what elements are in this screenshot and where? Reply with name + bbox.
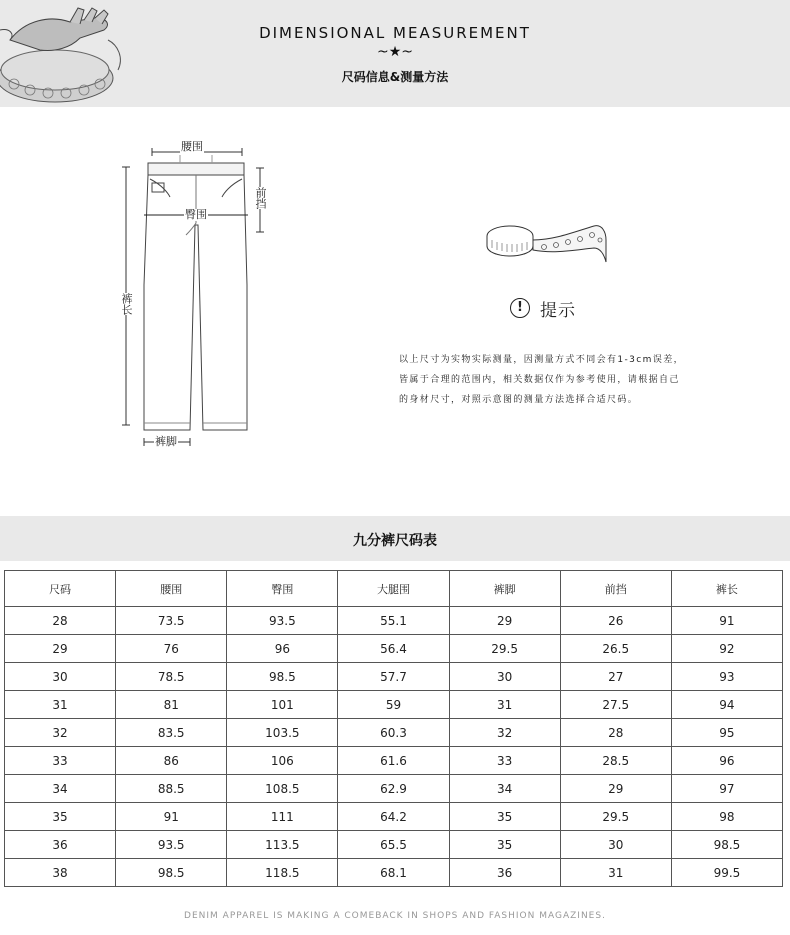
table-cell: 26.5 — [560, 635, 671, 663]
col-header-rise: 前挡 — [560, 571, 671, 607]
title-ornament: ~★~ — [376, 44, 413, 60]
table-cell: 73.5 — [116, 607, 227, 635]
size-table-title-bar — [0, 516, 790, 561]
table-cell: 55.1 — [338, 607, 449, 635]
footer-tagline: DENIM APPAREL IS MAKING A COMEBACK IN SHOPS AND FASHION MAGAZINES. — [184, 911, 606, 921]
table-cell: 32 — [449, 719, 560, 747]
table-row — [5, 607, 783, 635]
table-cell: 56.4 — [338, 635, 449, 663]
table-cell: 91 — [671, 607, 782, 635]
col-header-hem: 裤脚 — [449, 571, 560, 607]
page-subtitle: 尺码信息&测量方法 — [341, 70, 449, 84]
table-cell: 108.5 — [227, 775, 338, 803]
table-row — [5, 747, 783, 775]
table-cell: 95 — [671, 719, 782, 747]
table-row — [5, 859, 783, 887]
table-cell: 26 — [560, 607, 671, 635]
tip-header — [510, 296, 576, 320]
table-cell: 59 — [338, 691, 449, 719]
table-cell: 111 — [227, 803, 338, 831]
table-cell: 64.2 — [338, 803, 449, 831]
table-cell: 28 — [5, 607, 116, 635]
page-title: DIMENSIONAL MEASUREMENT — [259, 24, 531, 42]
table-cell: 113.5 — [227, 831, 338, 859]
table-cell: 35 — [449, 831, 560, 859]
rise-label: 前挡 — [254, 187, 267, 209]
table-cell: 36 — [449, 859, 560, 887]
table-cell: 28 — [560, 719, 671, 747]
table-cell: 35 — [5, 803, 116, 831]
table-cell: 99.5 — [671, 859, 782, 887]
table-cell: 83.5 — [116, 719, 227, 747]
table-cell: 91 — [116, 803, 227, 831]
measuring-tape-icon — [484, 210, 612, 268]
table-cell: 96 — [671, 747, 782, 775]
table-cell: 93.5 — [116, 831, 227, 859]
table-row — [5, 831, 783, 859]
table-cell: 97 — [671, 775, 782, 803]
table-cell: 98.5 — [227, 663, 338, 691]
table-cell: 33 — [449, 747, 560, 775]
table-cell: 29 — [449, 607, 560, 635]
tip-note-line: 的身材尺寸，对照示意图的测量方法选择合适尺码。 — [399, 395, 639, 405]
table-cell: 35 — [449, 803, 560, 831]
table-row — [5, 663, 783, 691]
tip-title: 提示 — [540, 300, 576, 321]
table-cell: 31 — [5, 691, 116, 719]
table-cell: 98.5 — [116, 859, 227, 887]
tip-note-line: 以上尺寸为实物实际测量，因测量方式不同会有1-3cm误差， — [399, 355, 685, 365]
table-row — [5, 803, 783, 831]
table-cell: 32 — [5, 719, 116, 747]
table-cell: 78.5 — [116, 663, 227, 691]
col-header-hip: 臀围 — [227, 571, 338, 607]
table-cell: 93 — [671, 663, 782, 691]
table-cell: 103.5 — [227, 719, 338, 747]
table-cell: 29 — [5, 635, 116, 663]
table-row — [5, 719, 783, 747]
table-cell: 34 — [449, 775, 560, 803]
table-cell: 29.5 — [449, 635, 560, 663]
exclamation-circle-icon: ! — [510, 298, 530, 318]
col-header-size: 尺码 — [5, 571, 116, 607]
table-row — [5, 635, 783, 663]
hem-label: 裤脚 — [155, 435, 177, 448]
table-cell: 27.5 — [560, 691, 671, 719]
table-cell: 98 — [671, 803, 782, 831]
table-cell: 65.5 — [338, 831, 449, 859]
table-cell: 30 — [449, 663, 560, 691]
table-cell: 57.7 — [338, 663, 449, 691]
hip-label: 臀围 — [185, 208, 207, 221]
col-header-thigh: 大腿围 — [338, 571, 449, 607]
table-cell: 93.5 — [227, 607, 338, 635]
col-header-length: 裤长 — [671, 571, 782, 607]
table-cell: 31 — [449, 691, 560, 719]
table-cell: 81 — [116, 691, 227, 719]
table-cell: 33 — [5, 747, 116, 775]
table-row — [5, 775, 783, 803]
table-header-row — [5, 571, 783, 607]
table-cell: 94 — [671, 691, 782, 719]
waist-label: 腰围 — [181, 140, 203, 153]
table-row — [5, 691, 783, 719]
table-cell: 36 — [5, 831, 116, 859]
table-cell: 31 — [560, 859, 671, 887]
table-cell: 68.1 — [338, 859, 449, 887]
table-cell: 61.6 — [338, 747, 449, 775]
table-cell: 30 — [5, 663, 116, 691]
table-cell: 30 — [560, 831, 671, 859]
table-cell: 62.9 — [338, 775, 449, 803]
table-cell: 118.5 — [227, 859, 338, 887]
length-label: 裤长 — [120, 293, 133, 315]
table-cell: 29 — [560, 775, 671, 803]
table-cell: 60.3 — [338, 719, 449, 747]
table-cell: 86 — [116, 747, 227, 775]
table-cell: 92 — [671, 635, 782, 663]
col-header-waist: 腰围 — [116, 571, 227, 607]
size-table — [4, 570, 783, 887]
table-cell: 28.5 — [560, 747, 671, 775]
table-cell: 96 — [227, 635, 338, 663]
tip-note-line: 皆属于合理的范围内，相关数据仅作为参考使用，请根据自己 — [399, 375, 680, 385]
header-banner — [0, 0, 790, 107]
table-cell: 27 — [560, 663, 671, 691]
table-cell: 106 — [227, 747, 338, 775]
size-table-body — [5, 607, 783, 887]
table-cell: 101 — [227, 691, 338, 719]
table-cell: 29.5 — [560, 803, 671, 831]
tip-note — [399, 350, 729, 410]
table-cell: 34 — [5, 775, 116, 803]
table-cell: 76 — [116, 635, 227, 663]
table-cell: 38 — [5, 859, 116, 887]
table-cell: 88.5 — [116, 775, 227, 803]
table-cell: 98.5 — [671, 831, 782, 859]
size-table-title: 九分裤尺码表 — [353, 533, 437, 549]
pants-measurement-diagram — [100, 135, 280, 455]
